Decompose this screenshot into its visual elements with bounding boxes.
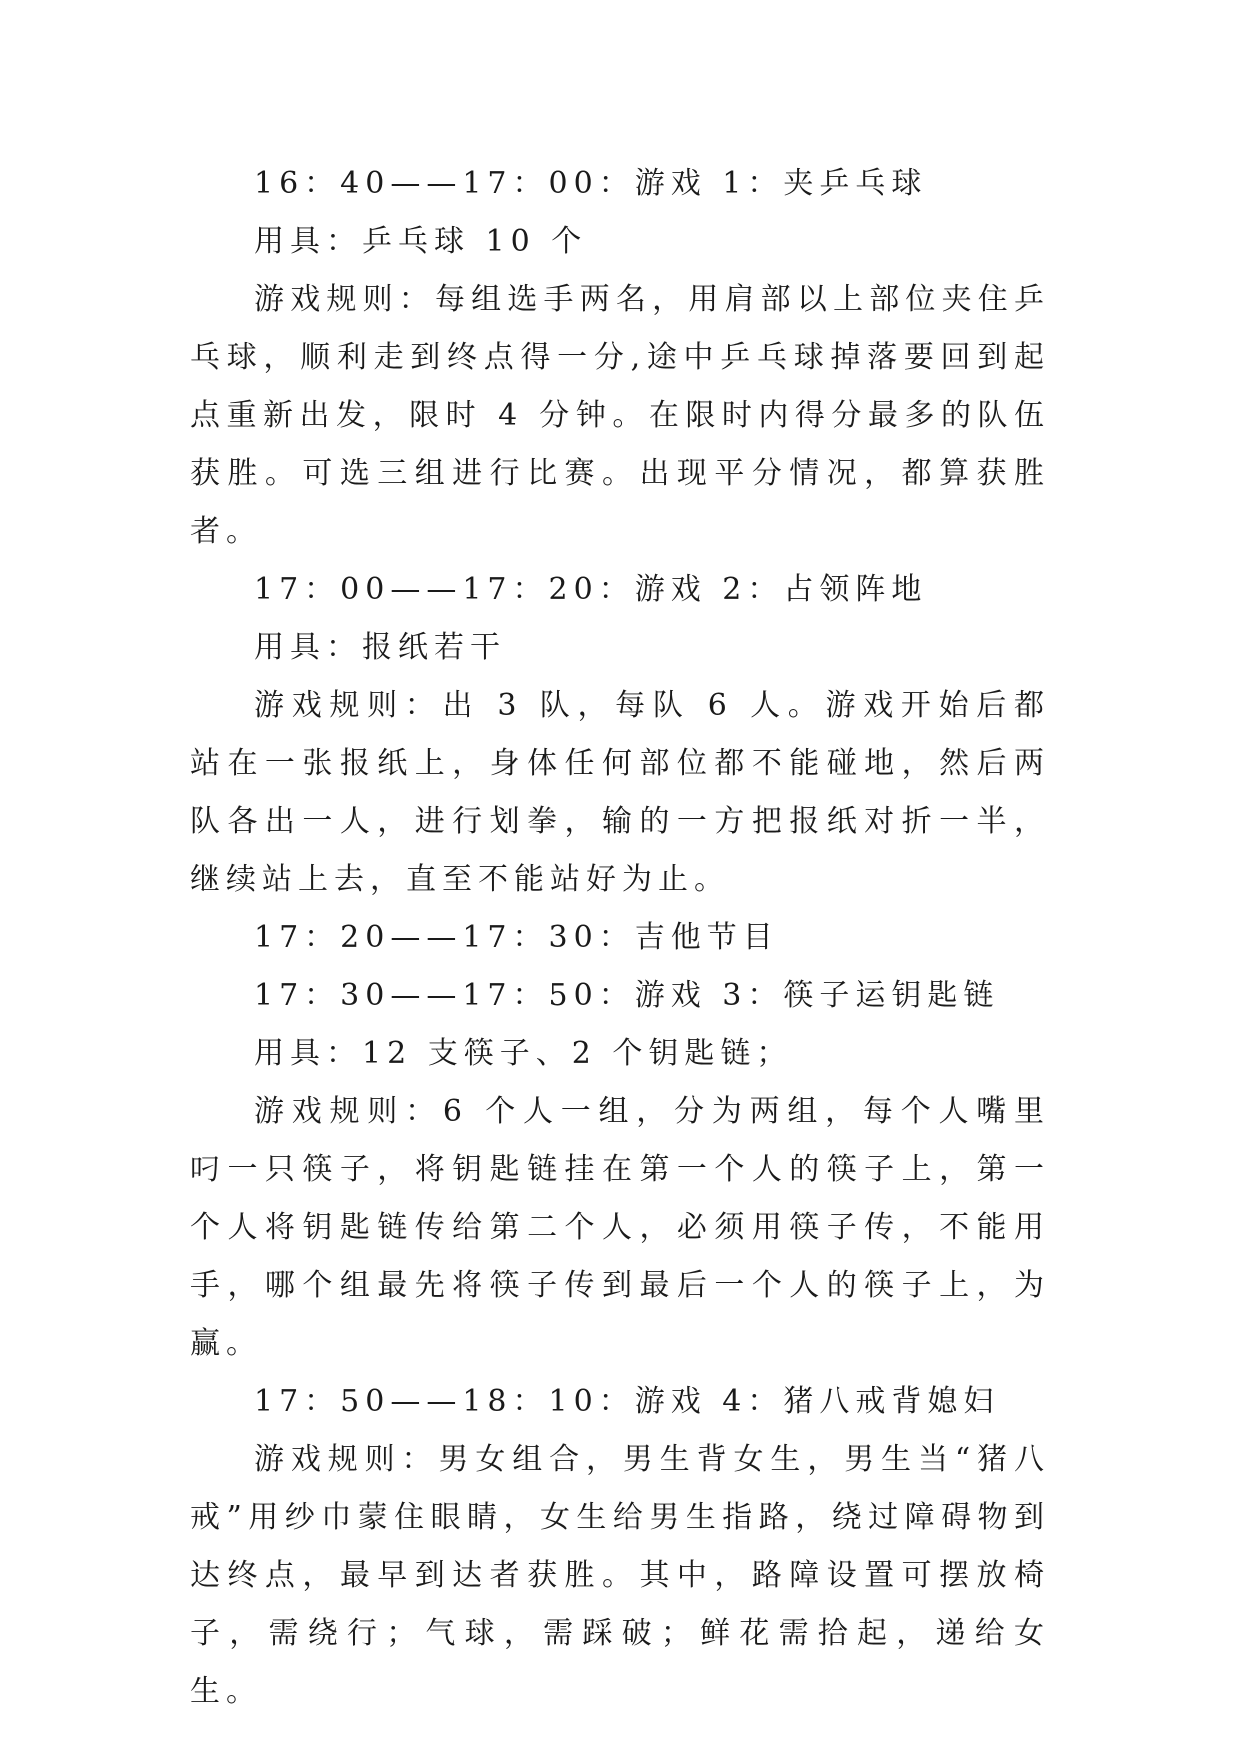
document-body xyxy=(190,155,1050,1721)
schedule-item-game-4: 17：50——18：10：游戏 4：猪八戒背媳妇 xyxy=(254,1384,1000,1419)
rules-game-3: 游戏规则：6 个人一组，分为两组，每个人嘴里叼一只筷子，将钥匙链挂在第一个人的筷子上，第一个人将钥匙链传给第二个人，必须用筷子传，不能用手，哪个组最先将筷子传到最后一个人的筷子上，为赢。 xyxy=(190,1094,1050,1361)
equipment-game-1: 用具：乒乓球 10 个 xyxy=(254,224,588,259)
schedule-item-game-2: 17：00——17：20：游戏 2：占领阵地 xyxy=(254,572,928,607)
rules-game-2: 游戏规则：出 3 队，每队 6 人。游戏开始后都站在一张报纸上，身体任何部位都不能碰地，然后两队各出一人，进行划拳，输的一方把报纸对折一半，继续站上去，直至不能站好为止。 xyxy=(190,688,1050,897)
equipment-game-2: 用具：报纸若干 xyxy=(254,630,506,665)
equipment-game-3: 用具：12 支筷子、2 个钥匙链； xyxy=(254,1036,793,1071)
schedule-item-game-1: 16：40——17：00：游戏 1：夹乒乓球 xyxy=(254,166,928,201)
schedule-item-game-3: 17：30——17：50：游戏 3：筷子运钥匙链 xyxy=(254,978,1000,1013)
rules-game-1: 游戏规则：每组选手两名，用肩部以上部位夹住乒乓球，顺利走到终点得一分,途中乒乓球掉落要回到起点重新出发，限时 4 分钟。在限时内得分最多的队伍获胜。可选三组进行比赛。出现平分情况，都算获胜者。 xyxy=(190,282,1050,549)
schedule-item-guitar: 17：20——17：30：吉他节目 xyxy=(254,920,779,955)
rules-game-4: 游戏规则：男女组合，男生背女生，男生当“猪八戒”用纱巾蒙住眼睛，女生给男生指路，绕过障碍物到达终点，最早到达者获胜。其中，路障设置可摆放椅子，需绕行；气球，需踩破；鲜花需拾起，递给女生。 xyxy=(190,1442,1050,1709)
